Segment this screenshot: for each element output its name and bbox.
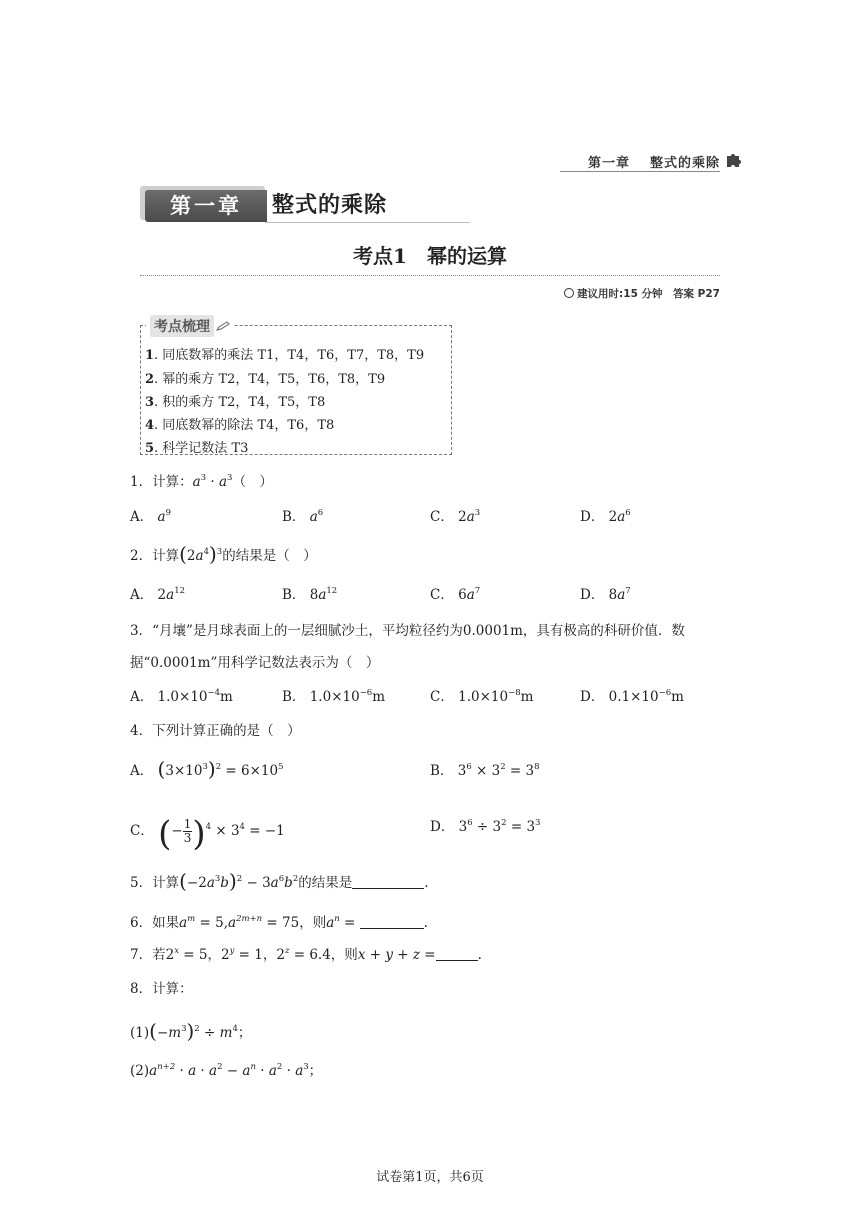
- topic-title: 考点1 幂的运算: [353, 244, 507, 268]
- chapter-title: 整式的乘除: [272, 193, 388, 218]
- running-header-title: 整式的乘除: [649, 156, 720, 171]
- question-2: 2．计算$(2a^4)^3$的结果是（ ）: [130, 542, 317, 566]
- option-q2-d[interactable]: D． $8a^7$: [580, 586, 631, 603]
- question-8-part-1: $(1)(-m^3)^2 \div m^4$；: [130, 1019, 252, 1043]
- option-q4-b[interactable]: B． $3^6 \times 3^2 = 3^8$: [430, 762, 540, 779]
- puzzle-icon: [726, 152, 744, 168]
- time-info-text: 建议用时:15 分钟 答案 P27: [577, 288, 720, 300]
- header-rule: [560, 171, 720, 172]
- point-item: [145, 368, 385, 387]
- question-5: 5．计算$(-2a^3b)^2 - 3a^6b^2$的结果是 .: [130, 869, 429, 893]
- point-item: [145, 437, 248, 456]
- option-q3-c[interactable]: C． $1.0\times 10^{-8}m$: [430, 688, 534, 705]
- answer-blank[interactable]: [360, 916, 424, 929]
- point-num: 4: [145, 418, 155, 433]
- answer-blank[interactable]: [352, 876, 424, 889]
- question-1: 1．计算：$a^3 \cdot a^3$（ ）: [130, 473, 273, 490]
- clock-icon: [564, 288, 574, 298]
- point-text: . 同底数幂的除法 T4，T6，T8: [154, 418, 335, 433]
- option-q4-c[interactable]: C． (− $\frac{1}{3}$ )$^4 \times 3^4 = -1$: [130, 814, 285, 854]
- point-text: . 积的乘方 T2，T4，T5，T8: [154, 395, 326, 410]
- page-footer: 试卷第1页，共6页: [376, 1170, 484, 1185]
- point-num: 1: [145, 348, 155, 363]
- question-8: 8．计算：: [130, 981, 193, 997]
- point-text: . 同底数幂的乘法 T1，T4，T6，T7，T8，T9: [154, 348, 425, 363]
- banner-underline: [265, 222, 470, 223]
- question-mid: ，则: [299, 915, 327, 931]
- question-3-line-2: 据“0.0001m”用科学记数法表示为（ ）: [130, 655, 380, 671]
- question-stem: 5．计算: [130, 875, 180, 891]
- question-stem: 1．计算：: [130, 474, 193, 490]
- question-stem: 6．如果: [130, 915, 180, 931]
- option-q1-a[interactable]: A． $a^9$: [130, 508, 172, 525]
- question-stem: 7．若: [130, 947, 166, 963]
- option-q3-b[interactable]: B． $1.0\times 10^{-6}m$: [282, 688, 386, 705]
- running-header-chapter: 第一章: [587, 156, 630, 171]
- option-q1-d[interactable]: D． $2a^6$: [580, 508, 631, 525]
- question-tail: 的结果是（ ）: [222, 548, 317, 564]
- pencil-icon: [216, 321, 230, 331]
- question-6: 6．如果$a^m = 5,a^{2m+n} = 75$，则$a^n$ = .: [130, 914, 428, 931]
- question-7: 7．若$2^x = 5$，$2^y = 1$，$2^z = 6.4$，则x + y + z = .: [130, 946, 482, 963]
- option-q1-c[interactable]: C． $2a^3$: [430, 508, 481, 525]
- option-q2-b[interactable]: B． $8a^{12}$: [282, 586, 338, 603]
- points-box-title-text: 考点梳理: [150, 315, 214, 337]
- question-tail: 的结果是: [298, 875, 353, 891]
- question-stem: 2．计算: [130, 548, 180, 564]
- option-q2-a[interactable]: A． $2a^{12}$: [130, 586, 186, 603]
- dotted-divider: [140, 275, 720, 276]
- point-num: 5: [145, 441, 155, 456]
- option-q4-a[interactable]: A． $(3\times 10^3)^2 = 6\times 10^5$: [130, 757, 284, 781]
- option-q4-d[interactable]: D． $3^6 \div 3^2 = 3^3$: [430, 818, 541, 835]
- point-item: [145, 344, 424, 363]
- point-item: [145, 414, 334, 433]
- chapter-banner: [140, 186, 470, 226]
- question-4: 4．下列计算正确的是（ ）: [130, 723, 301, 739]
- question-8-part-2: $(2)a^{n+2} \cdot a \cdot a^2 - a^n \cdot a^2 \cdot a^3$；: [130, 1062, 323, 1079]
- points-box-title: [146, 316, 234, 336]
- point-num: 3: [145, 395, 155, 410]
- point-text: . 科学记数法 T3: [154, 441, 249, 456]
- time-info: [564, 286, 720, 301]
- running-header: [588, 152, 720, 171]
- point-item: [145, 391, 325, 410]
- option-q3-d[interactable]: D． $0.1\times 10^{-6}m$: [580, 688, 684, 705]
- option-q3-a[interactable]: A． $1.0\times 10^{-4}m$: [130, 688, 233, 705]
- question-3-line-1: 3．“月壤”是月球表面上的一层细腻沙土，平均粒径约为0.0001m，具有极高的科研价值．数: [130, 623, 685, 639]
- answer-blank[interactable]: [436, 948, 478, 961]
- option-q2-c[interactable]: C． $6a^7$: [430, 586, 481, 603]
- option-q1-b[interactable]: B． $a^6$: [282, 508, 324, 525]
- chapter-label: 第一章: [170, 194, 242, 218]
- point-text: . 幂的乘方 T2，T4，T5，T6，T8，T9: [154, 372, 386, 387]
- point-num: 2: [145, 372, 155, 387]
